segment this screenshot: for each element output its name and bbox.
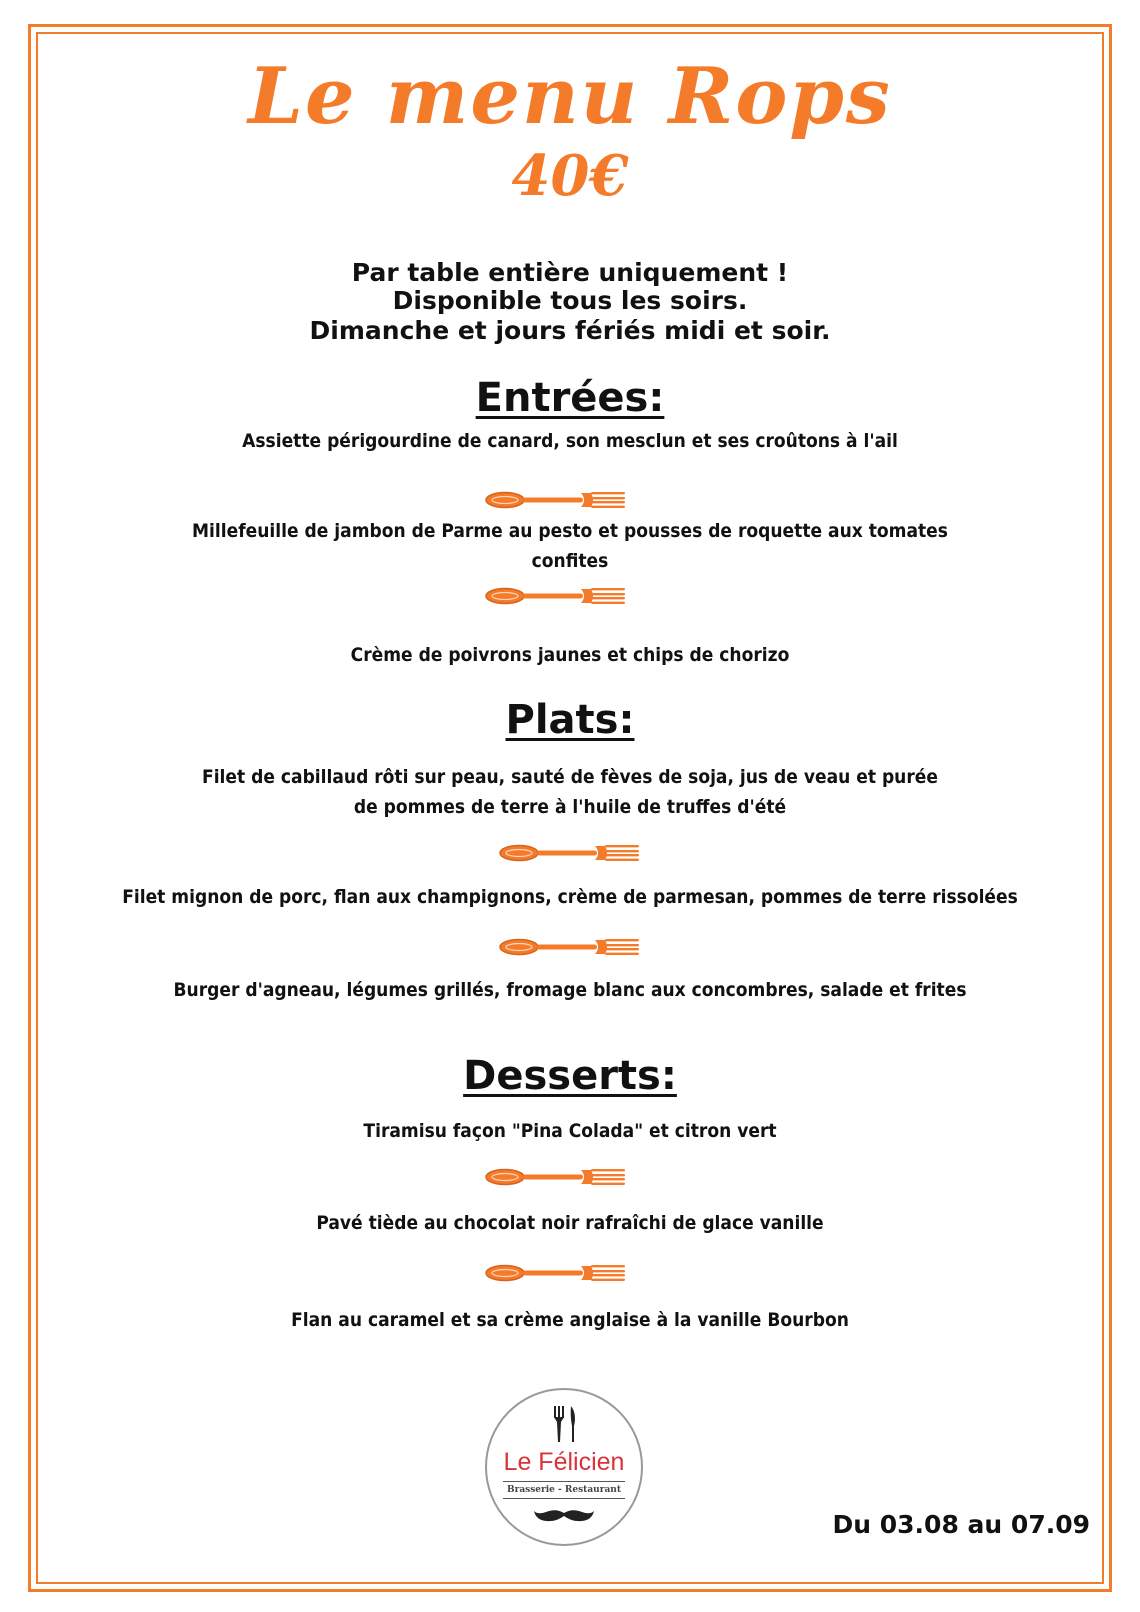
logo-divider	[503, 1481, 625, 1482]
section-heading-plats: Plats:	[505, 697, 635, 743]
dish-plat-3: Burger d'agneau, légumes grillés, fromage blanc aux concombres, salade et frites	[173, 979, 967, 1001]
menu-price: 40€	[511, 143, 629, 209]
notice-line-1: Par table entière uniquement !	[351, 258, 789, 287]
fork-divider-icon	[497, 935, 641, 959]
validity-dates: Du 03.08 au 07.09	[832, 1510, 1090, 1539]
dish-entree-1: Assiette périgourdine de canard, son mesclun et ses croûtons à l'ail	[242, 430, 898, 452]
fork-divider-icon	[497, 841, 641, 865]
dish-dessert-1: Tiramisu façon "Pina Colada" et citron vert	[363, 1120, 777, 1142]
notice-line-3: Dimanche et jours fériés midi et soir.	[309, 316, 831, 345]
logo-name: Le Félicien	[503, 1448, 625, 1476]
fork-divider-icon	[483, 584, 627, 608]
dish-dessert-3: Flan au caramel et sa crème anglaise à la vanille Bourbon	[291, 1309, 849, 1331]
fork-divider-icon	[483, 1165, 627, 1189]
section-heading-desserts: Desserts:	[463, 1053, 677, 1099]
logo-divider	[503, 1498, 625, 1499]
dish-plat-1-line-2: de pommes de terre à l'huile de truffes d'été	[353, 796, 787, 818]
notice-line-2: Disponible tous les soirs.	[392, 286, 748, 315]
fork-knife-icon	[544, 1404, 584, 1444]
dish-plat-2: Filet mignon de porc, flan aux champignons, crème de parmesan, pommes de terre rissolées	[122, 886, 1018, 908]
dish-entree-2-line-2: confites	[531, 550, 609, 572]
section-heading-entrees: Entrées:	[475, 375, 665, 421]
mustache-icon	[534, 1508, 594, 1524]
fork-divider-icon	[483, 488, 627, 512]
dish-plat-1-line-1: Filet de cabillaud rôti sur peau, sauté de fèves de soja, jus de veau et purée	[202, 766, 938, 788]
dish-entree-2-line-1: Millefeuille de jambon de Parme au pesto et pousses de roquette aux tomates	[192, 520, 948, 542]
dish-dessert-2: Pavé tiède au chocolat noir rafraîchi de glace vanille	[316, 1212, 824, 1234]
logo-tagline: Brasserie - Restaurant	[506, 1485, 621, 1495]
restaurant-logo	[485, 1388, 643, 1546]
fork-divider-icon	[483, 1261, 627, 1285]
menu-title: Le menu Rops	[248, 51, 892, 142]
dish-entree-3: Crème de poivrons jaunes et chips de chorizo	[350, 644, 790, 666]
